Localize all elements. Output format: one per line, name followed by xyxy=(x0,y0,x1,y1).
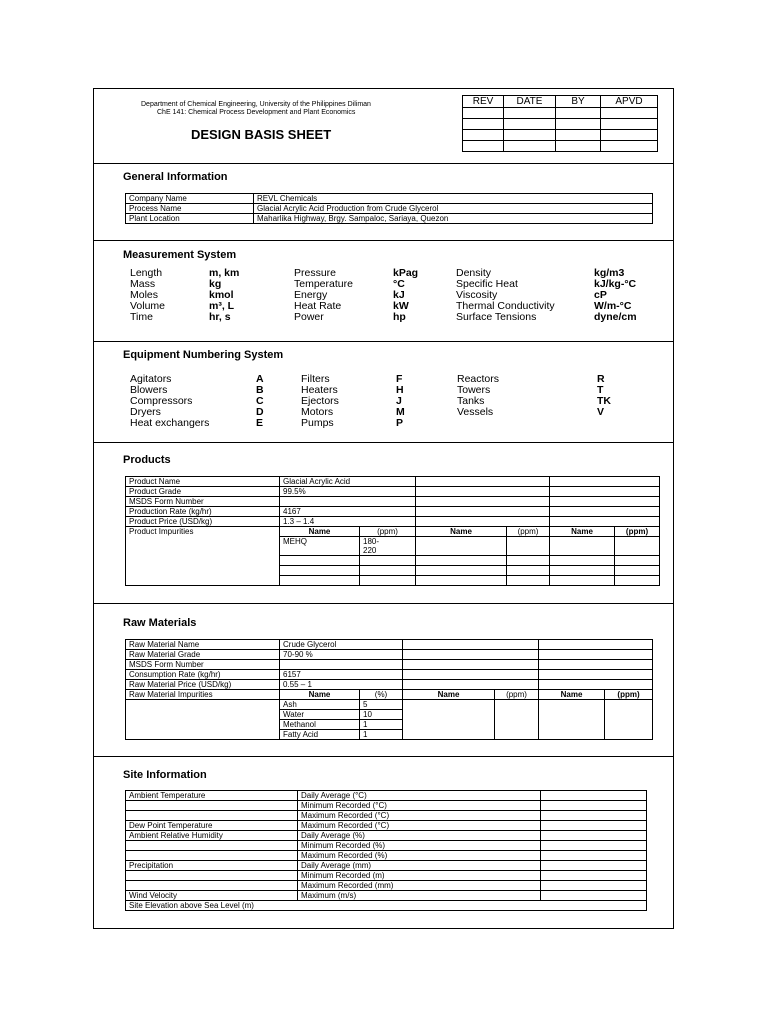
field-label: Consumption Rate (kg/hr) xyxy=(126,670,280,680)
site-value[interactable] xyxy=(541,791,647,801)
impurity-value[interactable]: 1 xyxy=(360,730,403,740)
rev-cell[interactable] xyxy=(556,141,601,152)
field-label: Process Name xyxy=(126,204,254,214)
impurity-unit-header: (ppm) xyxy=(360,527,416,537)
empty-cell[interactable] xyxy=(539,640,653,650)
department-line: Department of Chemical Engineering, University of the Philippines Diliman xyxy=(141,101,371,108)
site-value[interactable] xyxy=(541,861,647,871)
empty-cell[interactable] xyxy=(550,477,660,487)
rev-cell[interactable] xyxy=(463,108,504,119)
field-value[interactable] xyxy=(280,660,403,670)
rev-cell[interactable] xyxy=(556,108,601,119)
section-title: Measurement System xyxy=(123,249,237,261)
site-metric: Maximum Recorded (°C) xyxy=(298,821,541,831)
section-title: Equipment Numbering System xyxy=(123,349,284,361)
impurity-name[interactable]: Ash xyxy=(280,700,360,710)
empty-cell[interactable] xyxy=(403,660,539,670)
rev-cell[interactable] xyxy=(601,130,658,141)
measurement-col3-names: Density Specific Heat Viscosity Thermal Conductivity Surface Tensions xyxy=(456,267,555,323)
site-value[interactable] xyxy=(541,851,647,861)
site-metric: Maximum Recorded (%) xyxy=(298,851,541,861)
rev-cell[interactable] xyxy=(463,130,504,141)
equipment-col3-codes: R T TK V xyxy=(597,373,611,418)
impurity-name-header: Name xyxy=(280,527,360,537)
site-label xyxy=(126,811,298,821)
site-metric: Maximum Recorded (°C) xyxy=(298,811,541,821)
empty-cell[interactable] xyxy=(416,517,550,527)
empty-cell[interactable] xyxy=(403,680,539,690)
empty-cell[interactable] xyxy=(403,650,539,660)
field-value[interactable]: 1.3 – 1.4 xyxy=(280,517,416,527)
impurity-value[interactable]: 5 xyxy=(360,700,403,710)
site-metric: Daily Average (%) xyxy=(298,831,541,841)
impurity-name[interactable]: MEHQ xyxy=(280,537,360,556)
site-value[interactable] xyxy=(541,881,647,891)
field-value[interactable]: 0.55 – 1 xyxy=(280,680,403,690)
date-header: DATE xyxy=(504,96,556,108)
raw-materials-section xyxy=(94,604,673,757)
empty-cell[interactable] xyxy=(507,566,550,576)
impurity-value[interactable]: 1 xyxy=(360,720,403,730)
field-value[interactable]: Glacial Acrylic Acid xyxy=(280,477,416,487)
page-title: DESIGN BASIS SHEET xyxy=(191,127,332,142)
site-metric: Minimum Recorded (°C) xyxy=(298,801,541,811)
products-table xyxy=(125,476,660,586)
site-metric: Daily Average (°C) xyxy=(298,791,541,801)
empty-cell[interactable] xyxy=(539,680,653,690)
empty-cell[interactable] xyxy=(615,566,660,576)
rev-cell[interactable] xyxy=(504,130,556,141)
site-information-table xyxy=(125,790,647,911)
empty-cell[interactable] xyxy=(416,507,550,517)
products-section xyxy=(94,443,673,604)
field-value[interactable]: 99.5% xyxy=(280,487,416,497)
empty-cell[interactable] xyxy=(550,556,615,566)
impurity-name[interactable] xyxy=(280,576,360,586)
raw-materials-table xyxy=(125,639,653,740)
empty-cell[interactable] xyxy=(416,487,550,497)
field-value[interactable] xyxy=(280,497,416,507)
rev-cell[interactable] xyxy=(601,108,658,119)
site-label xyxy=(126,841,298,851)
impurity-name-header: Name xyxy=(550,527,615,537)
empty-cell[interactable] xyxy=(495,700,539,740)
impurity-value[interactable]: 10 xyxy=(360,710,403,720)
apvd-header: APVD xyxy=(601,96,658,108)
field-value[interactable]: 70-90 % xyxy=(280,650,403,660)
impurity-value[interactable] xyxy=(360,566,416,576)
empty-cell[interactable] xyxy=(615,576,660,586)
impurity-name[interactable]: Fatty Acid xyxy=(280,730,360,740)
measurement-col3-units: kg/m3 kJ/kg-°C cP W/m-°C dyne/cm xyxy=(594,267,637,323)
empty-cell[interactable] xyxy=(416,537,507,556)
section-title: Site Information xyxy=(123,769,207,781)
empty-cell[interactable] xyxy=(550,576,615,586)
by-header: BY xyxy=(556,96,601,108)
field-label: Plant Location xyxy=(126,214,254,224)
empty-cell[interactable] xyxy=(550,566,615,576)
empty-cell[interactable] xyxy=(507,576,550,586)
section-title: Raw Materials xyxy=(123,617,197,629)
site-elevation-label: Site Elevation above Sea Level (m) xyxy=(126,901,647,911)
empty-cell[interactable] xyxy=(507,537,550,556)
impurity-unit-header: (%) xyxy=(360,690,403,700)
site-label xyxy=(126,851,298,861)
measurement-system-section xyxy=(94,241,673,342)
site-label xyxy=(126,871,298,881)
measurement-col1-names: Length Mass Moles Volume Time xyxy=(130,267,166,323)
empty-cell[interactable] xyxy=(615,556,660,566)
measurement-col1-units: m, km kg kmol m³, L hr, s xyxy=(209,267,240,323)
site-label: Wind Velocity xyxy=(126,891,298,901)
empty-cell[interactable] xyxy=(550,507,660,517)
impurities-label: Raw Material Impurities xyxy=(126,690,280,700)
field-label: Raw Material Grade xyxy=(126,650,280,660)
impurity-name[interactable]: Water xyxy=(280,710,360,720)
site-value[interactable] xyxy=(541,891,647,901)
site-label: Precipitation xyxy=(126,861,298,871)
impurity-value[interactable] xyxy=(360,576,416,586)
site-value[interactable] xyxy=(541,811,647,821)
field-label: Product Price (USD/kg) xyxy=(126,517,280,527)
field-value[interactable]: REVL Chemicals xyxy=(254,194,653,204)
equipment-col1-codes: A B C D E xyxy=(256,373,264,429)
section-title: Products xyxy=(123,454,171,466)
general-information-section xyxy=(94,164,673,241)
impurity-name-header: Name xyxy=(416,527,507,537)
measurement-col2-units: kPag °C kJ kW hp xyxy=(393,267,419,323)
field-value[interactable]: Glacial Acrylic Acid Production from Crude Glycerol xyxy=(254,204,653,214)
rev-cell[interactable] xyxy=(556,130,601,141)
equipment-col1-names: Agitators Blowers Compressors Dryers Heat exchangers xyxy=(130,373,210,429)
impurity-name[interactable] xyxy=(280,556,360,566)
impurity-name-header: Name xyxy=(403,690,495,700)
impurity-name-header: Name xyxy=(280,690,360,700)
field-label: Raw Material Price (USD/kg) xyxy=(126,680,280,690)
equipment-numbering-section xyxy=(94,342,673,443)
empty-cell[interactable] xyxy=(416,566,507,576)
empty-cell[interactable] xyxy=(539,650,653,660)
empty-cell[interactable] xyxy=(550,537,615,556)
field-value[interactable]: Maharlika Highway, Brgy. Sampaloc, Sariaya, Quezon xyxy=(254,214,653,224)
site-value[interactable] xyxy=(541,841,647,851)
empty-cell[interactable] xyxy=(403,700,495,740)
impurities-label: Product Impurities xyxy=(126,527,280,586)
empty-cell[interactable] xyxy=(416,576,507,586)
rev-cell[interactable] xyxy=(504,108,556,119)
site-label xyxy=(126,881,298,891)
site-metric: Minimum Recorded (m) xyxy=(298,871,541,881)
revision-table xyxy=(462,95,658,152)
rev-cell[interactable] xyxy=(463,119,504,130)
site-value[interactable] xyxy=(541,821,647,831)
empty-cell[interactable] xyxy=(550,487,660,497)
impurity-value[interactable] xyxy=(360,556,416,566)
empty-cell[interactable] xyxy=(539,700,605,740)
empty-cell[interactable] xyxy=(416,497,550,507)
empty-cell[interactable] xyxy=(416,477,550,487)
site-value[interactable] xyxy=(541,801,647,811)
empty-cell[interactable] xyxy=(539,660,653,670)
empty-cell[interactable] xyxy=(605,700,653,740)
empty-cell[interactable] xyxy=(615,537,660,556)
field-label: Production Rate (kg/hr) xyxy=(126,507,280,517)
general-information-table xyxy=(125,193,653,224)
empty-cell[interactable] xyxy=(550,517,660,527)
field-label: Raw Material Name xyxy=(126,640,280,650)
rev-cell[interactable] xyxy=(504,141,556,152)
rev-header: REV xyxy=(463,96,504,108)
measurement-col2-names: Pressure Temperature Energy Heat Rate Power xyxy=(294,267,353,323)
field-value[interactable]: 4167 xyxy=(280,507,416,517)
field-label: Product Name xyxy=(126,477,280,487)
impurity-name[interactable] xyxy=(280,566,360,576)
field-label: MSDS Form Number xyxy=(126,660,280,670)
empty-cell[interactable] xyxy=(403,640,539,650)
header-section xyxy=(94,89,673,164)
impurity-value[interactable]: 180- 220 xyxy=(360,537,416,556)
field-value[interactable]: 6157 xyxy=(280,670,403,680)
design-basis-sheet xyxy=(93,88,674,929)
impurity-name[interactable]: Methanol xyxy=(280,720,360,730)
site-label: Ambient Temperature xyxy=(126,791,298,801)
empty-cell[interactable] xyxy=(416,556,507,566)
site-information-section xyxy=(94,757,673,928)
field-label: Company Name xyxy=(126,194,254,204)
rev-cell[interactable] xyxy=(463,141,504,152)
impurity-unit-header: (ppm) xyxy=(615,527,660,537)
rev-cell[interactable] xyxy=(556,119,601,130)
site-label: Dew Point Temperature xyxy=(126,821,298,831)
empty-cell[interactable] xyxy=(550,497,660,507)
site-metric: Minimum Recorded (%) xyxy=(298,841,541,851)
site-label xyxy=(126,801,298,811)
impurity-unit-header: (ppm) xyxy=(605,690,653,700)
empty-cell xyxy=(126,700,280,740)
course-line: ChE 141: Chemical Process Development and Plant Economics xyxy=(157,109,356,116)
site-value[interactable] xyxy=(541,871,647,881)
equipment-col2-names: Filters Heaters Ejectors Motors Pumps xyxy=(301,373,339,429)
site-label: Ambient Relative Humidity xyxy=(126,831,298,841)
equipment-col3-names: Reactors Towers Tanks Vessels xyxy=(457,373,500,418)
site-value[interactable] xyxy=(541,831,647,841)
rev-cell[interactable] xyxy=(601,141,658,152)
equipment-col2-codes: F H J M P xyxy=(396,373,405,429)
empty-cell[interactable] xyxy=(403,670,539,680)
impurity-name-header: Name xyxy=(539,690,605,700)
section-title: General Information xyxy=(123,171,228,183)
impurity-unit-header: (ppm) xyxy=(507,527,550,537)
empty-cell[interactable] xyxy=(539,670,653,680)
site-metric: Daily Average (mm) xyxy=(298,861,541,871)
empty-cell[interactable] xyxy=(507,556,550,566)
site-metric: Maximum Recorded (mm) xyxy=(298,881,541,891)
rev-cell[interactable] xyxy=(601,119,658,130)
field-label: Product Grade xyxy=(126,487,280,497)
site-metric: Maximum (m/s) xyxy=(298,891,541,901)
impurity-unit-header: (ppm) xyxy=(495,690,539,700)
field-label: MSDS Form Number xyxy=(126,497,280,507)
field-value[interactable]: Crude Glycerol xyxy=(280,640,403,650)
rev-cell[interactable] xyxy=(504,119,556,130)
